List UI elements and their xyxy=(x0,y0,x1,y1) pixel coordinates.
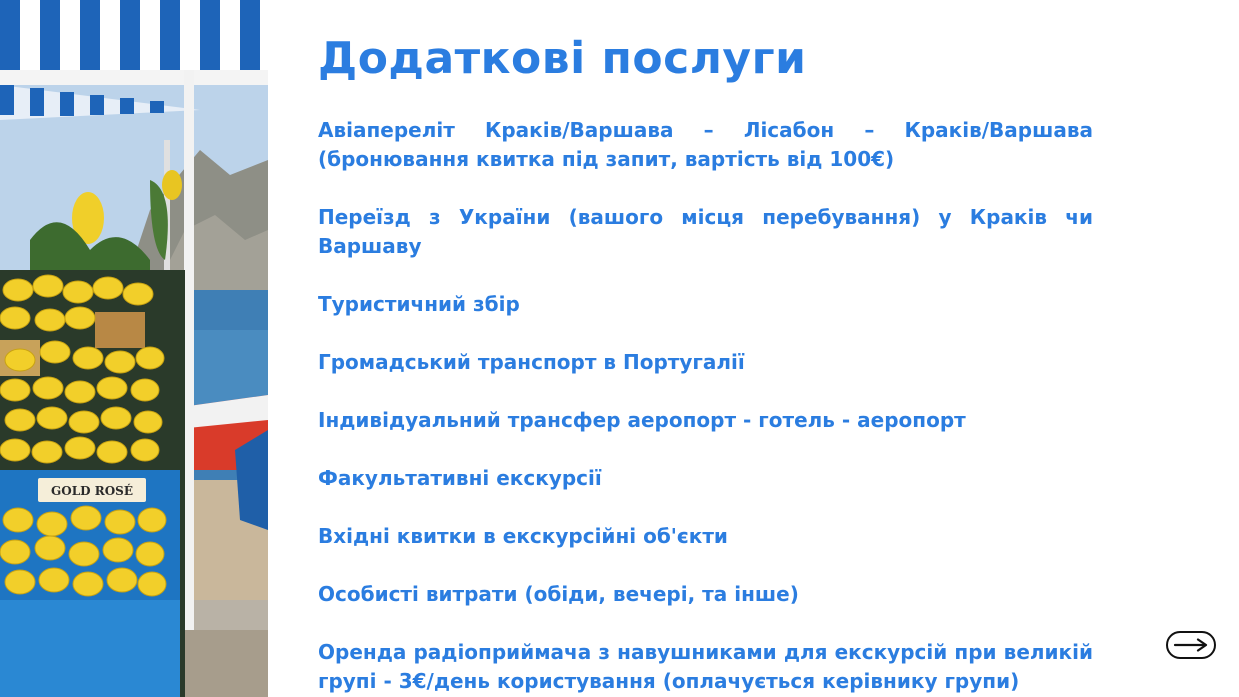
list-item: Громадський транспорт в Португалії xyxy=(318,350,745,374)
page-title: Додаткові послуги xyxy=(318,33,807,84)
services-list xyxy=(318,116,1093,697)
arrow-right-icon xyxy=(1173,638,1209,652)
next-slide-button[interactable] xyxy=(1166,631,1216,659)
list-item: Туристичний збір xyxy=(318,292,520,316)
list-item: Переїзд з України (вашого місця перебування) у Краків чи Варшаву xyxy=(318,205,1093,258)
gold-rose-sign: GOLD ROSÉ xyxy=(51,484,133,498)
market-stall-illustration xyxy=(0,0,268,697)
list-item: Індивідуальний трансфер аеропорт - готель - аеропорт xyxy=(318,408,966,432)
list-item: Авіапереліт Краків/Варшава – Лісабон – Краків/Варшава (бронювання квитка під запит, вартість від 100€) xyxy=(318,118,1093,171)
list-item: Оренда радіоприймача з навушниками для екскурсій при великій групі - 3€/день користування (оплачується керівнику групи) xyxy=(318,640,1093,693)
market-stall-photo xyxy=(0,0,268,697)
list-item: Особисті витрати (обіди, вечері, та інше) xyxy=(318,582,799,606)
list-item: Факультативні екскурсії xyxy=(318,466,602,490)
list-item: Вхідні квитки в екскурсійні об'єкти xyxy=(318,524,728,548)
